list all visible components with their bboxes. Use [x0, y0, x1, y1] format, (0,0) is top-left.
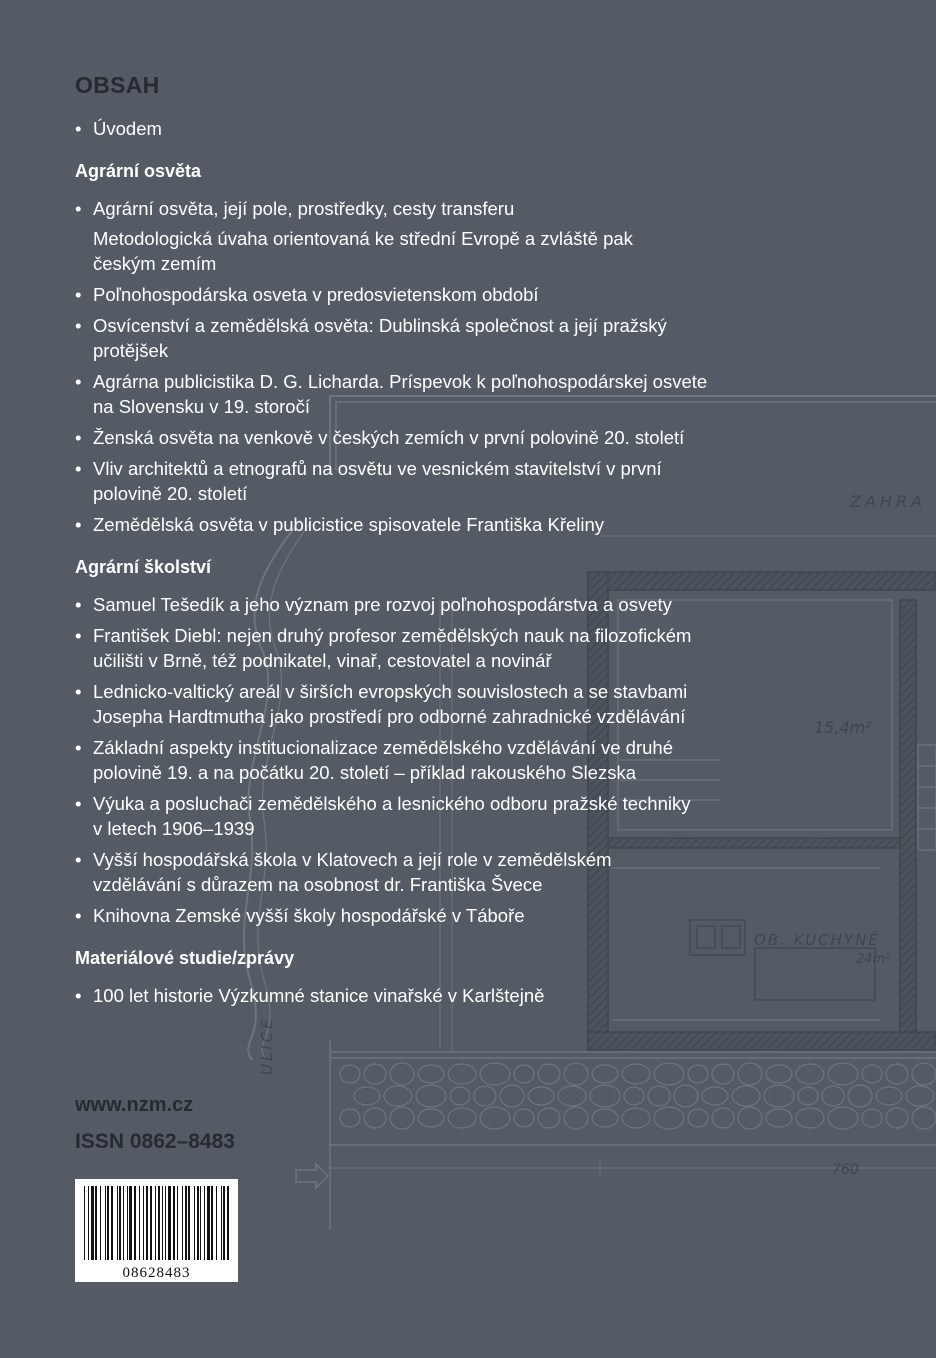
cobblestone — [384, 1086, 412, 1106]
barcode-bar — [200, 1186, 201, 1260]
cobblestone — [480, 1063, 510, 1085]
cobblestone — [688, 1065, 708, 1083]
cobblestone — [480, 1107, 510, 1129]
section-heading: Agrární osvěta — [75, 161, 202, 181]
toc-item-line: • František Diebl: nejen druhý profesor zemědělských nauk na filozofickém — [93, 625, 692, 646]
cobblestone — [912, 1107, 936, 1129]
cobblestone — [886, 1064, 908, 1084]
barcode-bars — [75, 1179, 238, 1282]
toc-item-line: • Ženská osvěta na venkově v českých zemích v první polovině 20. století — [93, 427, 685, 448]
cobblestone — [528, 1087, 554, 1105]
barcode-bar — [107, 1186, 109, 1260]
cobblestone — [538, 1108, 560, 1128]
section-heading: Materiálové studie/zprávy — [75, 948, 295, 968]
cobblestone — [796, 1064, 824, 1084]
toc-item-subtitle — [93, 226, 707, 276]
toc-item-line: • Knihovna Zemské vyšší školy hospodářské v Táboře — [93, 905, 525, 926]
toc-item — [75, 282, 707, 307]
toc-item-line: • Samuel Tešedík a jeho význam pre rozvoj poľnohospodárstva a osvety — [93, 594, 672, 615]
barcode-bar — [182, 1186, 183, 1260]
toc-item — [75, 903, 707, 928]
toc-item — [75, 983, 707, 1008]
cobblestone — [862, 1109, 882, 1127]
toc-item-line: • Poľnohospodárska osveta v predosvietenskom období — [93, 284, 539, 305]
toc-item-line: • Základní aspekty institucionalizace zemědělského vzdělávání ve druhé — [93, 737, 673, 758]
barcode-bar — [88, 1186, 89, 1260]
barcode — [75, 1179, 238, 1282]
cobblestone — [514, 1065, 534, 1083]
cobblestone — [354, 1087, 380, 1105]
cobblestone — [624, 1087, 644, 1105]
cobblestone — [514, 1109, 534, 1127]
barcode-bar — [91, 1186, 94, 1260]
barcode-bar — [165, 1186, 166, 1260]
barcode-bar — [111, 1186, 113, 1260]
toc-item-line: v letech 1906–1939 — [93, 818, 255, 839]
cobblestone — [416, 1085, 446, 1107]
barcode-bar — [227, 1186, 229, 1260]
toc-item — [75, 623, 707, 673]
cobblestone — [886, 1108, 908, 1128]
toc-item-line: • Osvícenství a zemědělská osvěta: Dublinská společnost a její pražský — [93, 315, 667, 336]
cobblestone — [796, 1108, 824, 1128]
barcode-bar — [139, 1186, 140, 1260]
cobblestone — [822, 1086, 844, 1106]
cobblestone — [364, 1064, 386, 1084]
issn-text: ISSN 0862–8483 — [75, 1130, 235, 1153]
cobblestone — [654, 1107, 684, 1129]
toc-item-line: na Slovensku v 19. storočí — [93, 396, 310, 417]
toc-item — [75, 369, 707, 419]
barcode-bar — [185, 1186, 187, 1260]
toc-item-line: vzdělávání s důrazem na osobnost dr. Františka Švece — [93, 874, 543, 895]
toc-item-line: • Vyšší hospodářská škola v Klatovech a její role v zemědělském — [93, 849, 612, 870]
cobblestone — [702, 1087, 728, 1105]
barcode-bar — [95, 1186, 97, 1260]
toc-item — [75, 735, 707, 785]
cobblestone — [766, 1065, 792, 1083]
barcode-bar — [155, 1186, 156, 1260]
cobblestone — [418, 1109, 444, 1127]
cobblestone-wall — [340, 1063, 936, 1129]
barcode-bar — [105, 1186, 106, 1260]
website-text: www.nzm.cz — [75, 1094, 194, 1116]
toc-item-line: českým zemím — [93, 253, 217, 274]
cobblestone — [390, 1107, 414, 1129]
cobblestone — [712, 1064, 734, 1084]
toc-item-line: • Lednicko-valtický areál v širších evropských souvislostech a se stavbami — [93, 681, 688, 702]
section-heading: Agrární školství — [75, 557, 212, 577]
cobblestone — [500, 1085, 524, 1107]
cobblestone — [732, 1086, 760, 1106]
dimension-label: 760 — [832, 1162, 859, 1178]
cobblestone — [876, 1087, 902, 1105]
cobblestone — [654, 1063, 684, 1085]
barcode-bar — [221, 1186, 222, 1260]
barcode-bar — [177, 1186, 178, 1260]
toc-item-line: • Agrární osvěta, její pole, prostředky, cesty transferu — [93, 198, 515, 219]
cobblestone — [712, 1108, 734, 1128]
cobblestone — [418, 1065, 444, 1083]
barcode-bar — [168, 1186, 171, 1260]
cobblestone — [764, 1085, 794, 1107]
toc-item — [75, 791, 707, 841]
toc-item — [75, 847, 707, 897]
cobblestone — [340, 1065, 360, 1083]
toc-item-line: Josepha Hardtmutha jako prostředí pro odborné zahradnické vzdělávání — [93, 706, 686, 727]
barcode-bar — [216, 1186, 217, 1260]
barcode-bar — [134, 1186, 136, 1260]
barcode-bar — [173, 1186, 175, 1260]
cobblestone — [798, 1087, 818, 1105]
toc-item-line: • Zemědělská osvěta v publicistice spisovatele Františka Křeliny — [93, 514, 605, 535]
cobblestone — [766, 1109, 792, 1127]
cobblestone — [738, 1107, 762, 1129]
toc-item-line: • Výuka a posluchači zemědělského a lesnického odboru pražské techniky — [93, 793, 691, 814]
cobblestone — [738, 1063, 762, 1085]
cobblestone — [912, 1063, 936, 1085]
barcode-bar — [207, 1186, 210, 1260]
toc-item-line: • Vliv architektů a etnografů na osvětu ve vesnickém stavitelství v první — [93, 458, 662, 479]
barcode-bar — [158, 1186, 160, 1260]
cobblestone — [622, 1064, 650, 1084]
barcode-bar — [223, 1186, 225, 1260]
toc-item — [75, 592, 707, 617]
barcode-bar — [129, 1186, 132, 1260]
barcode-bar — [127, 1186, 128, 1260]
cobblestone — [390, 1063, 414, 1085]
toc-item — [75, 512, 707, 537]
cobblestone — [564, 1063, 588, 1085]
barcode-bar — [188, 1186, 190, 1260]
cobblestone — [828, 1063, 858, 1085]
barcode-bar — [204, 1186, 205, 1260]
barcode-bar — [143, 1186, 144, 1260]
cobblestone — [828, 1107, 858, 1129]
cobblestone — [474, 1086, 496, 1106]
cobblestone — [862, 1065, 882, 1083]
contents-title: OBSAH — [75, 72, 160, 98]
cobblestone — [340, 1109, 360, 1127]
cobblestone — [906, 1086, 934, 1106]
barcode-bar — [150, 1186, 152, 1260]
kitchen-area-label: 24m² — [856, 952, 891, 967]
toc-item-line: polovině 19. a na počátku 20. století – příklad rakouského Slezska — [93, 762, 637, 783]
cobblestone — [448, 1064, 476, 1084]
cobblestone — [364, 1108, 386, 1128]
garden-label: ZAHRA — [850, 492, 926, 511]
cobblestone — [648, 1086, 670, 1106]
toc-item — [75, 313, 707, 363]
cobblestone — [558, 1086, 586, 1106]
barcode-bar — [100, 1186, 101, 1260]
barcode-bar — [123, 1186, 124, 1260]
cobblestone — [622, 1108, 650, 1128]
barcode-number: 08628483 — [122, 1265, 191, 1281]
toc-item-intro — [75, 116, 707, 141]
cobblestone — [688, 1109, 708, 1127]
barcode-bar — [197, 1186, 199, 1260]
toc-item — [75, 425, 707, 450]
toc-item-line: • Agrárna publicistika D. G. Licharda. Príspevok k poľnohospodárskej osvete — [93, 371, 708, 392]
street-label: ULICE — [258, 1016, 276, 1075]
toc-item — [75, 196, 707, 276]
cobblestone — [538, 1064, 560, 1084]
cobblestone — [448, 1108, 476, 1128]
cobblestone — [848, 1085, 872, 1107]
barcode-bar — [194, 1186, 195, 1260]
cobblestone — [674, 1085, 698, 1107]
barcode-bar — [117, 1186, 118, 1260]
toc-item-line: Metodologická úvaha orientovaná ke střední Evropě a zvláště pak — [93, 228, 633, 249]
toc-item-line: učilišti v Brně, též podnikatel, vinař, cestovatel a novinář — [93, 650, 552, 671]
toc-item-line: polovině 20. století — [93, 483, 248, 504]
barcode-bar — [119, 1186, 121, 1260]
kitchen-label: OB. KUCHYNĚ — [754, 931, 880, 949]
barcode-bar — [162, 1186, 163, 1260]
toc-item — [75, 679, 707, 729]
cobblestone — [592, 1109, 618, 1127]
toc-item — [75, 456, 707, 506]
barcode-bar — [84, 1186, 85, 1260]
toc-item-line: • 100 let historie Výzkumné stanice vinařské v Karlštejně — [93, 985, 545, 1006]
cobblestone — [592, 1065, 618, 1083]
room-area-label: 15,4m² — [814, 718, 872, 737]
cobblestone — [450, 1087, 470, 1105]
toc-item-line: • Úvodem — [93, 118, 162, 139]
toc-item-line: protějšek — [93, 340, 169, 361]
cobblestone — [590, 1085, 620, 1107]
barcode-bar — [146, 1186, 148, 1260]
barcode-bar — [211, 1186, 213, 1260]
cobblestone — [564, 1107, 588, 1129]
table-of-contents — [75, 110, 707, 1008]
